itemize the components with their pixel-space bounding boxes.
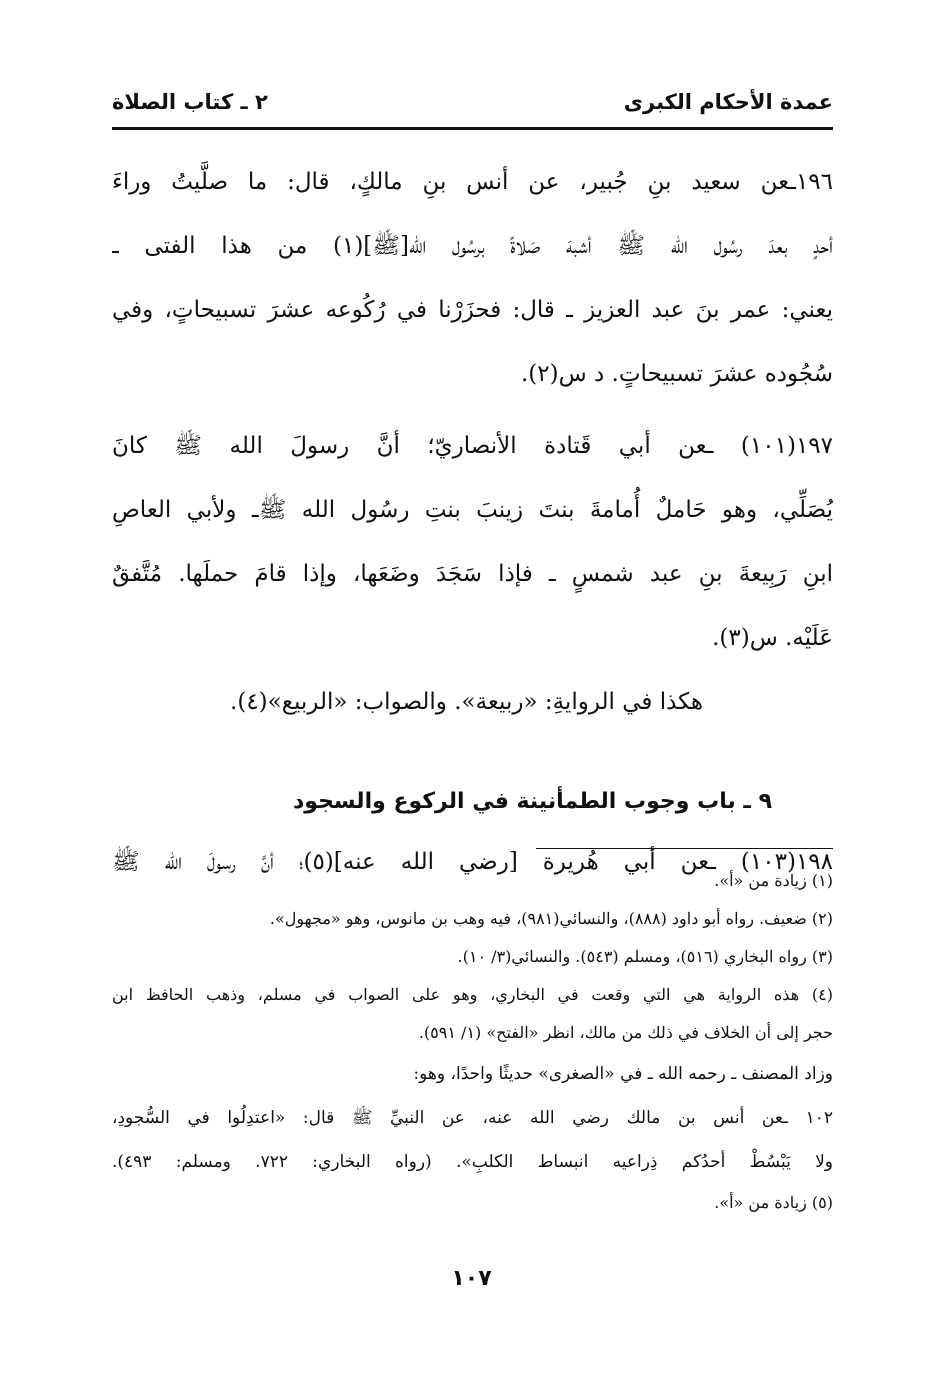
book-title: عمدة الأحكام الكبرى <box>623 90 833 114</box>
header-rule <box>112 127 833 130</box>
hadith-197-line-2: يُصَلِّي، وهو حَاملٌ أُمامةَ بنتَ زينبَ بنتِ رسُول الله ﷺـ ولأبي العاصِ <box>112 497 833 523</box>
hadith-197-line-4: عَلَيْه. س(٣). <box>712 625 833 651</box>
hadith-198-line-1: ١٩٨(١٠٣) ـعن أبي هُريرة [رضي الله عنه](٥)؛ أنَّ رسولَ الله ﷺ <box>112 849 833 875</box>
hadith-196-line-1: ١٩٦ـعن سعيد بنِ جُبير، عن أنس بنِ مالكٍ، قال: ما صلَّيتُ وراءَ <box>112 169 833 195</box>
footnote-4-line-5: ولا يَبْسُطْ أحدُكم ذِراعيه انبساط الكلبِ». (رواه البخاري: ٧٢٢. ومسلم: ٤٩٣). <box>112 1152 833 1172</box>
page-number: ١٠٧ <box>451 1266 492 1291</box>
footnote-3: (٣) رواه البخاري (٥١٦)، ومسلم (٥٤٣). والنسائي(٣/ ١٠). <box>457 947 833 966</box>
footnotes <box>112 862 833 1222</box>
footnote-4-line-1: (٤) هذه الرواية هي التي وقعت في البخاري، وهو على الصواب في مسلم، وذهب الحافظ ابن <box>112 985 833 1004</box>
hadith-196-line-3: يعني: عمر بنَ عبد العزيز ـ قال: فحزَرْنا في رُكُوعه عشرَ تسبيحاتٍ، وفي <box>112 297 833 323</box>
hadith-196-line-4: سُجُوده عشرَ تسبيحاتٍ. د س(٢). <box>520 361 833 387</box>
footnote-4-line-2: حجر إلى أن الخلاف في ذلك من مالك، انظر «الفتح» (١/ ٥٩١). <box>418 1023 833 1042</box>
footnote-separator <box>536 848 833 849</box>
hadith-196-line-2: أحدٍ بعدَ رسُول الله ﷺ أشبهَ صَلاةً برسُول الله[ﷺ](١) من هذا الفتى ـ <box>112 233 833 259</box>
footnote-4-line-4: ١٠٢ ـعن أنس بن مالك رضي الله عنه، عن النبيِّ ﷺ قال: «اعتدِلُوا في السُّجودِ، <box>112 1108 833 1128</box>
hadith-197-line-3: ابنِ رَبِيعةَ بنِ عبد شمسٍ ـ فإذا سَجَدَ وضَعَها، وإذا قامَ حملَها. مُتَّفقٌ <box>112 561 833 587</box>
main-text <box>112 150 833 894</box>
editor-note: هكذا في الروايةِ: «ربيعة». والصواب: «الربيع»(٤). <box>230 689 703 715</box>
footnote-1: (١) زيادة من «أ». <box>714 871 833 890</box>
spacer <box>112 734 833 774</box>
chapter-heading: ٩ ـ باب وجوب الطمأنينة في الركوع والسجود <box>292 789 772 814</box>
hadith-197-line-1: ١٩٧(١٠١) ـعن أبي قَتادة الأنصاريّ؛ أنَّ رسولَ الله ﷺ كانَ <box>112 433 833 459</box>
spacer <box>112 406 833 414</box>
footnote-5: (٥) زيادة من «أ». <box>714 1193 833 1212</box>
chapter-title: ٢ ـ كتاب الصلاة <box>112 90 268 114</box>
footnote-2: (٢) ضعيف. رواه أبو داود (٨٨٨)، والنسائي(٩٨١)، فيه وهب بن مانوس، وهو «مجهول». <box>269 909 833 928</box>
footnote-4-line-3: وزاد المصنف ـ رحمه الله ـ في «الصغرى» حديثًا واحدًا، وهو: <box>413 1064 833 1084</box>
running-header <box>112 90 833 124</box>
